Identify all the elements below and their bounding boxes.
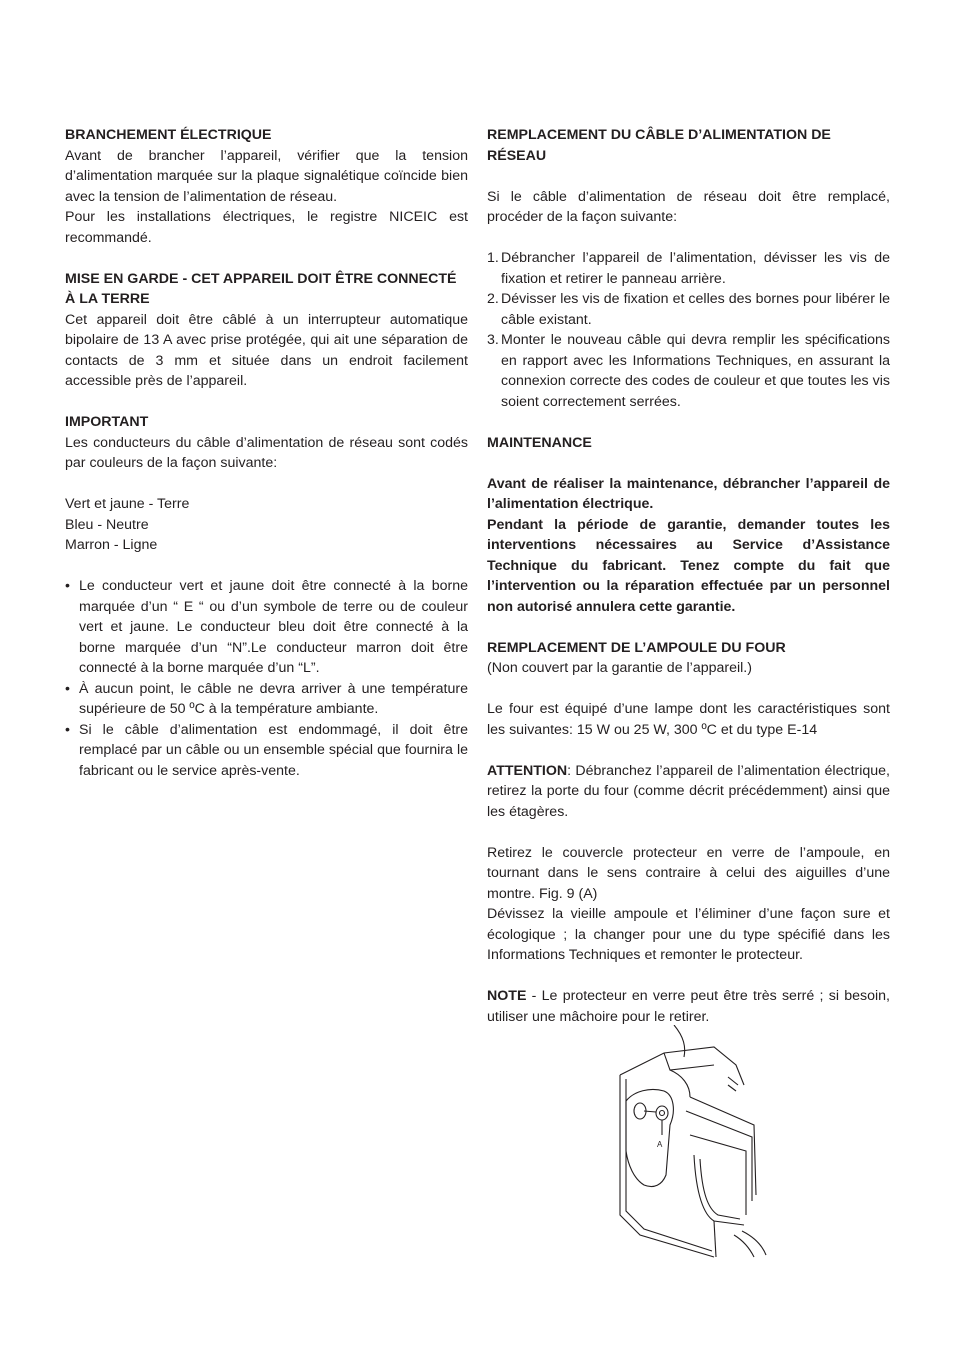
step-number: 1. xyxy=(487,250,499,266)
oven-lamp-figure xyxy=(604,1025,774,1260)
list-item xyxy=(487,289,890,330)
bullet-text: À aucun point, le câble ne devra arriver à une température supérieure de 50 ºC à la température ambiante. xyxy=(79,680,468,717)
left-column xyxy=(65,125,468,781)
subtitle: (Non couvert par la garantie de l’appareil.) xyxy=(487,660,752,676)
paragraph: Pendant la période de garantie, demander toutes les interventions nécessaires au Service d’Assistance Technique du fabricant. Tenez compte du fait que l’intervention ou la réparation effectuée par un personnel non autorisé annulera cette garantie. xyxy=(487,516,890,615)
paragraph: Cet appareil doit être câblé à un interrupteur automatique bipolaire de 13 A avec prise protégée, qui ait une séparation de contacts de 3 mm et située dans un endroit facilement accessible près de l’appareil. xyxy=(65,311,468,389)
section-title-important: IMPORTANT xyxy=(65,414,149,430)
bullet-mark: • xyxy=(65,721,70,738)
note-text: - Le protecteur en verre peut être très serré ; si besoin, utiliser une mâchoire pour le retirer. xyxy=(487,988,890,1025)
attention-text: : Débranchez l’appareil de l’alimentation électrique, retirez la porte du four (comme décrit précédemment) ainsi que les étagères. xyxy=(487,762,890,820)
list-item xyxy=(65,720,468,782)
section-title-mise-en-garde: MISE EN GARDE - CET APPAREIL DOIT ÊTRE CONNECTÉ À LA TERRE xyxy=(65,270,457,307)
paragraph: Pour les installations électriques, le registre NICEIC est recommandé. xyxy=(65,209,468,246)
paragraph: Le four est équipé d’une lampe dont les caractéristiques sont les suivantes: 15 W ou 25 W, 300 ºC et du type E-14 xyxy=(487,701,890,738)
note-label: NOTE xyxy=(487,988,527,1004)
step-text: Dévisser les vis de fixation et celles des bornes pour libérer le câble existant. xyxy=(501,291,890,328)
steps-list xyxy=(487,248,890,412)
step-number: 2. xyxy=(487,291,499,307)
list-item xyxy=(487,248,890,289)
list-item xyxy=(65,679,468,720)
bullet-text: Si le câble d’alimentation est endommagé, il doit être remplacé par un câble ou un ensemble spécial que fournira le fabricant ou le service après-vente. xyxy=(79,721,468,779)
section-title-ampoule: REMPLACEMENT DE L’AMPOULE DU FOUR xyxy=(487,639,786,656)
note-paragraph xyxy=(487,986,890,1027)
section-title-branchement: BRANCHEMENT ÉLECTRIQUE xyxy=(65,127,272,143)
step-text: Débrancher l’appareil de l’alimentation, dévisser les vis de fixation et retirer le panneau arrière. xyxy=(501,250,890,287)
color-code-line: Marron - Ligne xyxy=(65,537,158,553)
paragraph: Avant de brancher l’appareil, vérifier que la tension d’alimentation marquée sur la plaque signalétique coïncide bien avec la tension de l’alimentation de réseau. xyxy=(65,147,468,205)
right-column xyxy=(487,125,890,1027)
bullet-mark: • xyxy=(65,578,70,594)
attention-label: ATTENTION xyxy=(487,762,568,779)
list-item xyxy=(487,330,890,412)
step-text: Monter le nouveau câble qui devra remplir les spécifications en rapport avec les Informations Techniques, en assurant la connexion correcte des codes de couleur et que toutes les vis soient correctement serrées. xyxy=(501,332,890,410)
section-title-remplacement-cable: REMPLACEMENT DU CÂBLE D’ALIMENTATION DE RÉSEAU xyxy=(487,127,831,164)
attention-paragraph xyxy=(487,761,890,823)
oven-lamp-diagram xyxy=(604,1025,774,1260)
section-title-maintenance: MAINTENANCE xyxy=(487,434,592,451)
bullet-list xyxy=(65,576,468,781)
bullet-mark: • xyxy=(65,680,70,697)
paragraph: Avant de réaliser la maintenance, débrancher l’appareil de l’alimentation électrique. xyxy=(487,475,890,512)
step-number: 3. xyxy=(487,332,499,348)
bullet-text: Le conducteur vert et jaune doit être connecté à la borne marquée d’un “ E “ ou d’un symbole de terre ou de couleur vert et jaune. Le conducteur bleu doit être connecté à la borne marquée d’un “N”.Le conducteur marron doit être connecté à la borne marquée d’un “L”. xyxy=(79,578,468,676)
paragraph: Si le câble d’alimentation de réseau doit être remplacé, procéder de la façon suivante: xyxy=(487,188,890,225)
figure-label-a: A xyxy=(657,1140,663,1149)
color-code-line: Vert et jaune - Terre xyxy=(65,496,190,512)
paragraph: Dévissez la vieille ampoule et l’éliminer d’une façon sure et écologique ; la changer pour une du type spécifié dans les Informations Techniques et remonter le protecteur. xyxy=(487,906,890,963)
paragraph: Retirez le couvercle protecteur en verre de l’ampoule, en tournant dans le sens contraire à celui des aiguilles d’une montre. Fig. 9 (A) xyxy=(487,844,890,902)
list-item xyxy=(65,576,468,679)
paragraph: Les conducteurs du câble d’alimentation de réseau sont codés par couleurs de la façon suivante: xyxy=(65,434,468,471)
color-code-line: Bleu - Neutre xyxy=(65,516,149,533)
